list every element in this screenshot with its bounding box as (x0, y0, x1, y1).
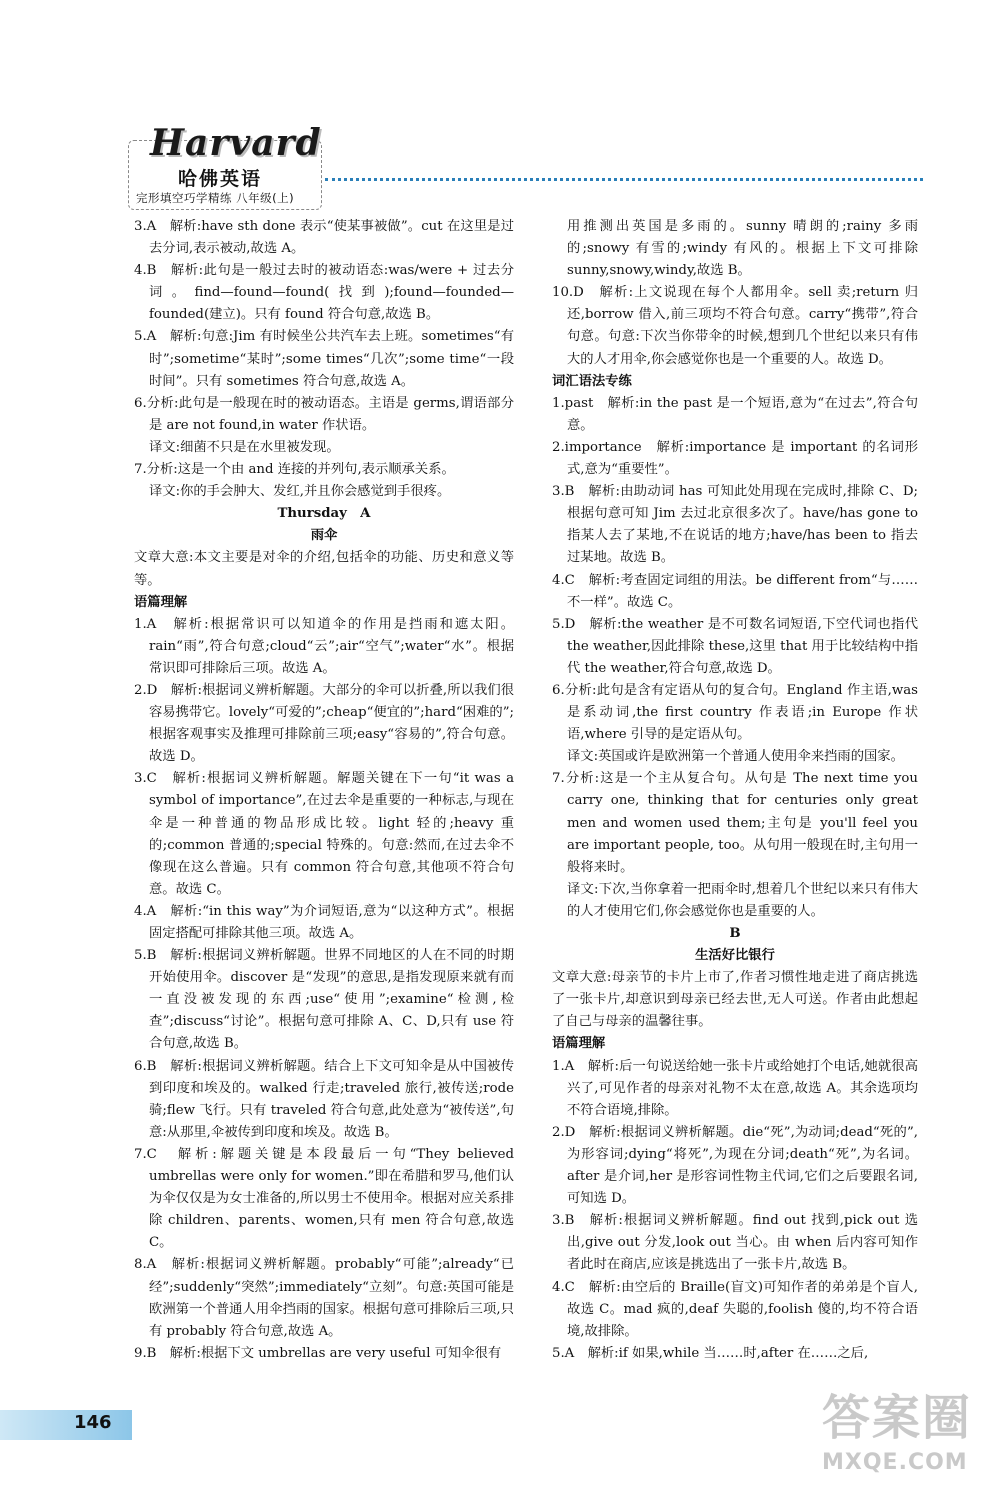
right-column-paragraph: 译文:英国或许是欧洲第一个普通人使用伞来挡雨的国家。 (567, 749, 904, 765)
watermark-url: MXQE.COM (822, 1450, 968, 1475)
right-column-paragraph: 3.B 解析:由助动词 has 可知此处用现在完成时,排除 C、D;根据句意可知 Jim 去过北京很多次了。have/has gone to 指某人去了某地,不在说话的地方;have/has been to 指去过某地。故选 B。 (552, 484, 918, 566)
header-dotted-rule (325, 178, 923, 181)
page-number-tab (0, 1410, 132, 1440)
right-column-paragraph: 1.past 解析:in the past 是一个短语,意为“在过去”,符合句意。 (552, 395, 918, 433)
left-column-paragraph: 译文:你的手会肿大、发红,并且你会感觉到手很疼。 (149, 484, 451, 500)
left-column-paragraph: 文章大意:本文主要是对伞的介绍,包括伞的功能、历史和意义等等。 (134, 550, 514, 588)
left-column-paragraph: 3.C 解析:根据词义辨析解题。解题关键在下一句“it was a symbol of importance”,在过去伞是重要的一种标志,与现在伞是一种普通的物品形成比较。light 轻的;heavy 重的;common 普通的;special 特殊的。句意:然而,在过去伞不像现在这么普遍。只有 common 符合句意,其他项不符合句意。故选 C。 (134, 771, 514, 897)
right-column-paragraph: 7.分析:这是一个主从复合句。从句是 The next time you carry one, thinking that for centuries only great men and women used them;主句是 you'll feel you are important people, too。从句用一般现在时,主句用一般将来时。 (552, 771, 918, 875)
left-column-paragraph: 8.A 解析:根据词义辨析解题。probably“可能”;already“已经”;suddenly“突然”;immediately“立刻”。句意:英国可能是欧洲第一个普通人用伞挡雨的国家。根据句意可排除后三项,只有 probably 符合句意,故选 A。 (134, 1257, 514, 1339)
right-column-paragraph: 6.分析:此句是含有定语从句的复合句。England 作主语,was 是系动词,the first country 作表语;in Europe 作状语,where 引导的是定语从句。 (552, 682, 918, 743)
right-column-paragraph: B (729, 926, 741, 941)
left-column-paragraph: Thursday A (277, 506, 371, 522)
left-column-paragraph: 3.A 解析:have sth done 表示“使某事被做”。cut 在这里是过去分词,表示被动,故选 A。 (134, 219, 514, 257)
left-column-paragraph: 6.分析:此句是一般现在时的被动语态。主语是 germs,谓语部分是 are not found,in water 作状语。 (134, 395, 514, 433)
right-column-paragraph: 1.A 解析:后一句说送给她一张卡片或给她打个电话,她就很高兴了,可见作者的母亲对礼物不太在意,故选 A。其余选项均不符合语境,排除。 (552, 1058, 918, 1118)
left-column-paragraph: 7.分析:这是一个由 and 连接的并列句,表示顺承关系。 (134, 462, 455, 478)
right-column-paragraph: 2.D 解析:根据词义辨析解题。die“死”,为动词;dead“死的”,为形容词;dying“将死”,为现在分词;death“死”,为名词。after 是介词,her 是形容词性物主代词,它们之后要跟名词,可知选 D。 (552, 1124, 918, 1207)
left-column-paragraph: 9.B 解析:根据下文 umbrellas are very useful 可知伞很有 (134, 1345, 502, 1361)
right-column-paragraph: 4.C 解析:由空后的 Braille(盲文)可知作者的弟弟是个盲人,故选 C。mad 疯的,deaf 失聪的,foolish 傻的,均不符合语境,故排除。 (552, 1279, 918, 1339)
right-column-paragraph: 译文:下次,当你拿着一把雨伞时,想着几个世纪以来只有伟大的人才使用它们,你会感觉你也是重要的人。 (567, 881, 918, 919)
page-number: 146 (74, 1412, 112, 1433)
left-column-paragraph: 5.A 解析:句意:Jim 有时候坐公共汽车去上班。sometimes“有时”;sometime“某时”;some times“几次”;some time“一段时间”。只有 sometimes 符合句意,故选 A。 (134, 329, 514, 389)
left-column (134, 216, 514, 1365)
right-column-paragraph: 3.B 解析:根据词义辨析解题。find out 找到,pick out 选出,give out 分发,look out 当心。由 when 后内容可知作者此时在商店,应该是挑选出了一张卡片,故选 B。 (552, 1213, 918, 1273)
left-column-paragraph: 4.A 解析:“in this way”为介词短语,意为“以这种方式”。根据固定搭配可排除其他三项。故选 A。 (134, 903, 514, 941)
left-column-paragraph: 7.C 解析:解题关键是本段最后一句“They believed umbrellas were only for women.”即在希腊和罗马,他们认为伞仅仅是为女士准备的,所以男士不使用伞。根据对应关系排除 children、parents、women,只有 men 符合句意,故选 C。 (134, 1146, 514, 1251)
left-column-paragraph: 5.B 解析:根据词义辨析解题。世界不同地区的人在不同的时期开始使用伞。discover 是“发现”的意思,是指发现原来就有而一直没被发现的东西;use“使用”;examine“检测,检查”;discuss“讨论”。根据句意可排除 A、C、D,只有 use 符合句意,故选 B。 (134, 948, 514, 1052)
logo-chinese-title: 哈佛英语 (178, 168, 263, 190)
right-column-paragraph: 语篇理解 (552, 1036, 606, 1052)
right-column-paragraph: 4.C 解析:考查固定词组的用法。be different from“与……不一样”。故选 C。 (552, 572, 918, 610)
left-column-paragraph: 4.B 解析:此句是一般过去时的被动语态:was/were + 过去分词。find—found—found(找到);found—founded—founded(建立)。只有 found 符合句意,故选 B。 (134, 263, 514, 323)
right-column-paragraph: 10.D 解析:上文说现在每个人都用伞。sell 卖;return 归还,borrow 借入,前三项均不符合句意。carry“携带”,符合句意。句意:下次当你带伞的时候,想到几个世纪以来只有伟大的人才用伞,你会感觉你也是一个重要的人。故选 D。 (552, 285, 918, 367)
right-column-paragraph: 词汇语法专练 (552, 373, 632, 389)
right-column-paragraph: 生活好比银行 (695, 948, 775, 964)
right-column (552, 216, 918, 1365)
harvard-logo: Harvard (150, 122, 322, 164)
right-column-paragraph: 文章大意:母亲节的卡片上市了,作者习惯性地走进了商店挑选了一张卡片,却意识到母亲已经去世,无人可送。作者由此想起了自己与母亲的温馨往事。 (552, 970, 918, 1030)
left-column-paragraph: 2.D 解析:根据词义辨析解题。大部分的伞可以折叠,所以我们很容易携带它。lovely“可爱的”;cheap“便宜的”;hard“困难的”;根据客观事实及推理可排除前三项;easy“容易的”,符合句意。故选 D。 (134, 682, 514, 765)
left-column-paragraph: 语篇理解 (134, 594, 188, 610)
right-column-paragraph: 用推测出英国是多雨的。sunny 晴朗的;rainy 多雨的;snowy 有雪的;windy 有风的。根据上下文可排除 sunny,snowy,windy,故选 B。 (567, 219, 918, 279)
left-column-paragraph: 雨伞 (310, 528, 338, 544)
right-column-paragraph: 2.importance 解析:importance 是 important 的名词形式,意为“重要性”。 (552, 439, 918, 478)
watermark (822, 1386, 992, 1498)
right-column-paragraph: 5.D 解析:the weather 是不可数名词短语,下空代词也指代 the weather,因此排除 these,这里 that 用于比较结构中指代 the weather,符合句意,故选 D。 (552, 616, 918, 676)
left-column-paragraph: 6.B 解析:根据词义辨析解题。结合上下文可知伞是从中国被传到印度和埃及的。walked 行走;traveled 旅行,被传送;rode 骑;flew 飞行。只有 traveled 符合句意,此处意为“被传送”,句意:从那里,伞被传到印度和埃及。故选 B。 (134, 1058, 514, 1140)
book-subtitle: 完形填空巧学精练 八年级(上) (136, 191, 295, 205)
watermark-chinese: 答案圈 (822, 1390, 973, 1446)
left-column-paragraph: 译文:细菌不只是在水里被发现。 (149, 439, 340, 455)
right-column-paragraph: 5.A 解析:if 如果,while 当……时,after 在……之后, (552, 1345, 869, 1361)
left-column-paragraph: 1.A 解析:根据常识可以知道伞的作用是挡雨和遮太阳。rain“雨”,符合句意;cloud“云”;air“空气”;water“水”。根据常识即可排除后三项。故选 A。 (134, 616, 514, 676)
